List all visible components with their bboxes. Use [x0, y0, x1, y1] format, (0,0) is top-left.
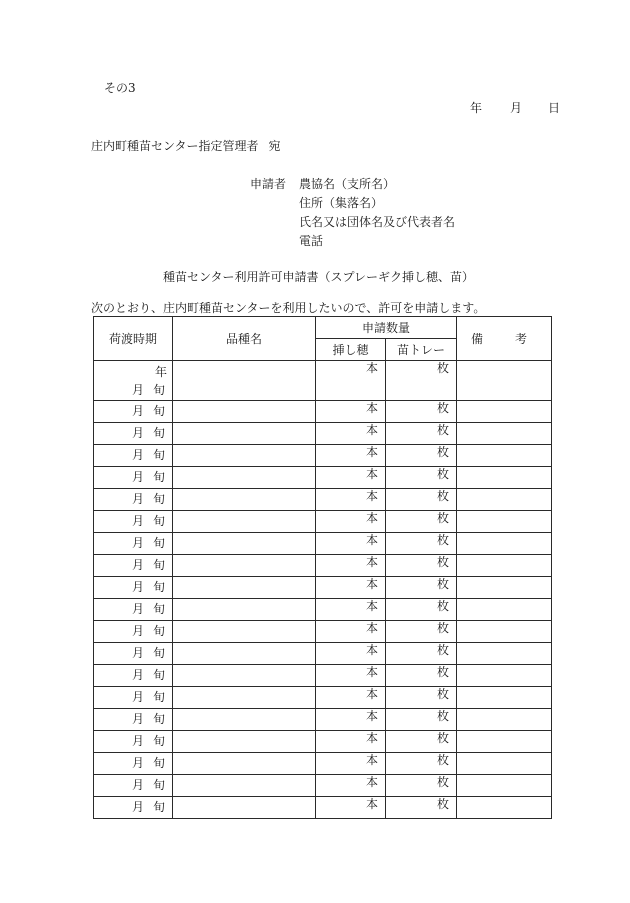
variety-name-cell[interactable]	[173, 361, 316, 401]
table-row	[94, 467, 552, 489]
remarks-cell[interactable]	[457, 467, 552, 489]
delivery-period-cell[interactable]	[94, 621, 173, 643]
variety-name-cell[interactable]	[173, 621, 316, 643]
date-line	[470, 101, 560, 115]
delivery-period-cell[interactable]	[94, 665, 173, 687]
cuttings-quantity-cell[interactable]	[316, 511, 386, 533]
delivery-period-cell[interactable]	[94, 731, 173, 753]
cuttings-quantity-cell[interactable]	[316, 361, 386, 401]
tray-unit-label: 枚	[437, 511, 450, 525]
period-unit-label: 旬	[153, 756, 166, 770]
remarks-cell[interactable]	[457, 775, 552, 797]
applicant-field-phone: 電話	[299, 234, 324, 248]
period-unit-label: 旬	[153, 624, 166, 638]
month-unit-label: 月	[132, 690, 145, 704]
cuttings-unit-label: 本	[365, 445, 378, 459]
application-table	[93, 316, 552, 819]
tray-unit-label: 枚	[437, 643, 450, 657]
tray-quantity-cell[interactable]	[386, 599, 457, 621]
tray-unit-label: 枚	[437, 599, 450, 613]
month-unit-label: 月	[132, 383, 145, 397]
month-unit-label: 月	[132, 426, 145, 440]
month-unit-label: 月	[132, 668, 145, 682]
header-variety-name: 品種名	[173, 317, 316, 361]
addressee	[91, 139, 281, 153]
tray-quantity-cell[interactable]	[386, 643, 457, 665]
tray-unit-label: 枚	[437, 467, 450, 481]
cuttings-quantity-cell[interactable]	[316, 621, 386, 643]
tray-quantity-cell[interactable]	[386, 489, 457, 511]
delivery-period-cell[interactable]	[94, 709, 173, 731]
tray-unit-label: 枚	[437, 445, 450, 459]
month-unit-label: 月	[132, 712, 145, 726]
tray-unit-label: 枚	[437, 621, 450, 635]
tray-unit-label: 枚	[437, 361, 450, 375]
tray-unit-label: 枚	[437, 423, 450, 437]
cuttings-unit-label: 本	[365, 489, 378, 503]
cuttings-quantity-cell[interactable]	[316, 577, 386, 599]
period-unit-label: 旬	[153, 426, 166, 440]
period-unit-label: 旬	[153, 712, 166, 726]
tray-quantity-cell[interactable]	[386, 577, 457, 599]
delivery-period-cell[interactable]	[94, 533, 173, 555]
variety-name-cell[interactable]	[173, 731, 316, 753]
cuttings-unit-label: 本	[365, 533, 378, 547]
table-row	[94, 797, 552, 819]
tray-quantity-cell[interactable]	[386, 401, 457, 423]
cuttings-quantity-cell[interactable]	[316, 797, 386, 819]
cuttings-quantity-cell[interactable]	[316, 445, 386, 467]
applicant-field-address: 住所（集落名）	[299, 196, 384, 210]
cuttings-quantity-cell[interactable]	[316, 423, 386, 445]
table-row	[94, 599, 552, 621]
document-title: 種苗センター利用許可申請書（スプレーギク挿し穂、苗）	[163, 270, 475, 284]
delivery-period-cell[interactable]	[94, 401, 173, 423]
table-row	[94, 665, 552, 687]
cuttings-quantity-cell[interactable]	[316, 643, 386, 665]
tray-quantity-cell[interactable]	[386, 445, 457, 467]
form-number: その3	[104, 81, 136, 95]
tray-unit-label: 枚	[437, 665, 450, 679]
delivery-period-cell[interactable]	[94, 555, 173, 577]
cuttings-quantity-cell[interactable]	[316, 775, 386, 797]
tray-unit-label: 枚	[437, 555, 450, 569]
cuttings-quantity-cell[interactable]	[316, 489, 386, 511]
delivery-period-cell[interactable]	[94, 489, 173, 511]
remarks-cell[interactable]	[457, 665, 552, 687]
remarks-cell[interactable]	[457, 709, 552, 731]
remarks-cell[interactable]	[457, 401, 552, 423]
cuttings-unit-label: 本	[365, 599, 378, 613]
tray-quantity-cell[interactable]	[386, 467, 457, 489]
cuttings-quantity-cell[interactable]	[316, 665, 386, 687]
remarks-cell[interactable]	[457, 555, 552, 577]
remarks-cell[interactable]	[457, 753, 552, 775]
table-row	[94, 423, 552, 445]
delivery-period-cell[interactable]	[94, 643, 173, 665]
applicant-label: 申請者	[250, 177, 287, 191]
period-unit-label: 旬	[153, 646, 166, 660]
cuttings-unit-label: 本	[365, 731, 378, 745]
table-body	[94, 361, 552, 819]
period-unit-label: 旬	[153, 580, 166, 594]
month-unit-label: 月	[132, 514, 145, 528]
remarks-cell[interactable]	[457, 687, 552, 709]
remarks-cell[interactable]	[457, 731, 552, 753]
variety-name-cell[interactable]	[173, 511, 316, 533]
variety-name-cell[interactable]	[173, 445, 316, 467]
period-unit-label: 旬	[153, 536, 166, 550]
tray-quantity-cell[interactable]	[386, 423, 457, 445]
cuttings-unit-label: 本	[365, 709, 378, 723]
table-row	[94, 489, 552, 511]
month-unit-label: 月	[132, 580, 145, 594]
delivery-period-cell[interactable]	[94, 797, 173, 819]
period-unit-label: 旬	[153, 602, 166, 616]
tray-unit-label: 枚	[437, 577, 450, 591]
tray-unit-label: 枚	[437, 489, 450, 503]
remarks-cell[interactable]	[457, 489, 552, 511]
remarks-cell[interactable]	[457, 577, 552, 599]
cuttings-unit-label: 本	[365, 423, 378, 437]
variety-name-cell[interactable]	[173, 467, 316, 489]
applicant-field-name: 氏名又は団体名及び代表者名	[299, 215, 456, 229]
variety-name-cell[interactable]	[173, 555, 316, 577]
period-unit-label: 旬	[153, 558, 166, 572]
month-unit-label: 月	[132, 624, 145, 638]
addressee-name: 庄内町種苗センター指定管理者	[91, 139, 259, 153]
table-row	[94, 533, 552, 555]
table-row	[94, 555, 552, 577]
tray-unit-label: 枚	[437, 731, 450, 745]
table-row	[94, 687, 552, 709]
month-unit-label: 月	[132, 646, 145, 660]
cuttings-unit-label: 本	[365, 665, 378, 679]
month-unit-label: 月	[132, 448, 145, 462]
cuttings-unit-label: 本	[365, 361, 378, 375]
table-row	[94, 511, 552, 533]
date-day-label: 日	[548, 101, 561, 115]
cuttings-quantity-cell[interactable]	[316, 687, 386, 709]
table-row	[94, 775, 552, 797]
variety-name-cell[interactable]	[173, 533, 316, 555]
period-unit-label: 旬	[153, 778, 166, 792]
cuttings-quantity-cell[interactable]	[316, 555, 386, 577]
delivery-period-cell[interactable]	[94, 467, 173, 489]
addressee-honorific: 宛	[268, 139, 281, 153]
cuttings-quantity-cell[interactable]	[316, 753, 386, 775]
table-row	[94, 361, 552, 401]
header-seedling-tray: 苗トレー	[386, 339, 457, 361]
tray-quantity-cell[interactable]	[386, 775, 457, 797]
month-unit-label: 月	[132, 734, 145, 748]
tray-unit-label: 枚	[437, 797, 450, 811]
cuttings-unit-label: 本	[365, 555, 378, 569]
cuttings-unit-label: 本	[365, 621, 378, 635]
month-unit-label: 月	[132, 602, 145, 616]
table-row	[94, 401, 552, 423]
remarks-cell[interactable]	[457, 533, 552, 555]
cuttings-unit-label: 本	[365, 577, 378, 591]
month-unit-label: 月	[132, 492, 145, 506]
month-unit-label: 月	[132, 778, 145, 792]
month-unit-label: 月	[132, 404, 145, 418]
period-unit-label: 旬	[153, 492, 166, 506]
tray-unit-label: 枚	[437, 687, 450, 701]
remarks-cell[interactable]	[457, 361, 552, 401]
period-unit-label: 旬	[153, 800, 166, 814]
tray-quantity-cell[interactable]	[386, 665, 457, 687]
month-unit-label: 月	[132, 558, 145, 572]
tray-unit-label: 枚	[437, 753, 450, 767]
delivery-period-cell[interactable]	[94, 445, 173, 467]
period-unit-label: 旬	[153, 404, 166, 418]
date-year-label: 年	[470, 101, 483, 115]
table-row	[94, 643, 552, 665]
tray-unit-label: 枚	[437, 401, 450, 415]
tray-quantity-cell[interactable]	[386, 361, 457, 401]
delivery-period-cell[interactable]	[94, 577, 173, 599]
remarks-cell[interactable]	[457, 423, 552, 445]
variety-name-cell[interactable]	[173, 687, 316, 709]
tray-quantity-cell[interactable]	[386, 753, 457, 775]
tray-unit-label: 枚	[437, 709, 450, 723]
month-unit-label: 月	[132, 800, 145, 814]
header-cuttings: 挿し穂	[316, 339, 386, 361]
delivery-period-cell[interactable]	[94, 361, 173, 401]
header-remarks: 備 考	[457, 317, 552, 361]
cuttings-unit-label: 本	[365, 775, 378, 789]
delivery-period-cell[interactable]	[94, 511, 173, 533]
table-row	[94, 577, 552, 599]
period-unit-label: 旬	[153, 514, 166, 528]
period-unit-label: 旬	[153, 448, 166, 462]
variety-name-cell[interactable]	[173, 753, 316, 775]
period-unit-label: 旬	[153, 383, 166, 397]
cuttings-unit-label: 本	[365, 753, 378, 767]
period-unit-label: 旬	[153, 470, 166, 484]
variety-name-cell[interactable]	[173, 423, 316, 445]
variety-name-cell[interactable]	[173, 775, 316, 797]
variety-name-cell[interactable]	[173, 709, 316, 731]
table-row	[94, 709, 552, 731]
variety-name-cell[interactable]	[173, 797, 316, 819]
delivery-period-cell[interactable]	[94, 753, 173, 775]
tray-quantity-cell[interactable]	[386, 621, 457, 643]
cuttings-unit-label: 本	[365, 467, 378, 481]
period-unit-label: 旬	[153, 690, 166, 704]
month-unit-label: 月	[132, 756, 145, 770]
tray-quantity-cell[interactable]	[386, 555, 457, 577]
period-unit-label: 旬	[153, 668, 166, 682]
cuttings-unit-label: 本	[365, 643, 378, 657]
cuttings-unit-label: 本	[365, 687, 378, 701]
tray-quantity-cell[interactable]	[386, 709, 457, 731]
delivery-period-cell[interactable]	[94, 599, 173, 621]
cuttings-quantity-cell[interactable]	[316, 533, 386, 555]
tray-quantity-cell[interactable]	[386, 533, 457, 555]
applicant-field-cooperative: 農協名（支所名）	[299, 177, 396, 191]
table-row	[94, 621, 552, 643]
date-month-label: 月	[510, 101, 523, 115]
remarks-cell[interactable]	[457, 621, 552, 643]
month-unit-label: 月	[132, 536, 145, 550]
cuttings-quantity-cell[interactable]	[316, 467, 386, 489]
table-row	[94, 731, 552, 753]
variety-name-cell[interactable]	[173, 643, 316, 665]
remarks-cell[interactable]	[457, 599, 552, 621]
tray-unit-label: 枚	[437, 533, 450, 547]
tray-quantity-cell[interactable]	[386, 797, 457, 819]
intro-text: 次のとおり、庄内町種苗センターを利用したいので、許可を申請します。	[91, 301, 486, 315]
cuttings-quantity-cell[interactable]	[316, 599, 386, 621]
tray-unit-label: 枚	[437, 775, 450, 789]
cuttings-unit-label: 本	[365, 511, 378, 525]
header-delivery-period: 荷渡時期	[94, 317, 173, 361]
remarks-cell[interactable]	[457, 511, 552, 533]
tray-quantity-cell[interactable]	[386, 511, 457, 533]
cuttings-unit-label: 本	[365, 401, 378, 415]
variety-name-cell[interactable]	[173, 401, 316, 423]
variety-name-cell[interactable]	[173, 665, 316, 687]
variety-name-cell[interactable]	[173, 489, 316, 511]
cuttings-quantity-cell[interactable]	[316, 401, 386, 423]
variety-name-cell[interactable]	[173, 599, 316, 621]
delivery-period-cell[interactable]	[94, 687, 173, 709]
year-unit-label: 年	[155, 365, 168, 379]
tray-quantity-cell[interactable]	[386, 731, 457, 753]
tray-quantity-cell[interactable]	[386, 687, 457, 709]
table-row	[94, 445, 552, 467]
cuttings-quantity-cell[interactable]	[316, 709, 386, 731]
header-requested-quantity: 申請数量	[316, 317, 457, 339]
remarks-cell[interactable]	[457, 445, 552, 467]
cuttings-quantity-cell[interactable]	[316, 731, 386, 753]
variety-name-cell[interactable]	[173, 577, 316, 599]
remarks-cell[interactable]	[457, 643, 552, 665]
period-unit-label: 旬	[153, 734, 166, 748]
remarks-cell[interactable]	[457, 797, 552, 819]
table-row	[94, 753, 552, 775]
month-unit-label: 月	[132, 470, 145, 484]
cuttings-unit-label: 本	[365, 797, 378, 811]
delivery-period-cell[interactable]	[94, 775, 173, 797]
delivery-period-cell[interactable]	[94, 423, 173, 445]
